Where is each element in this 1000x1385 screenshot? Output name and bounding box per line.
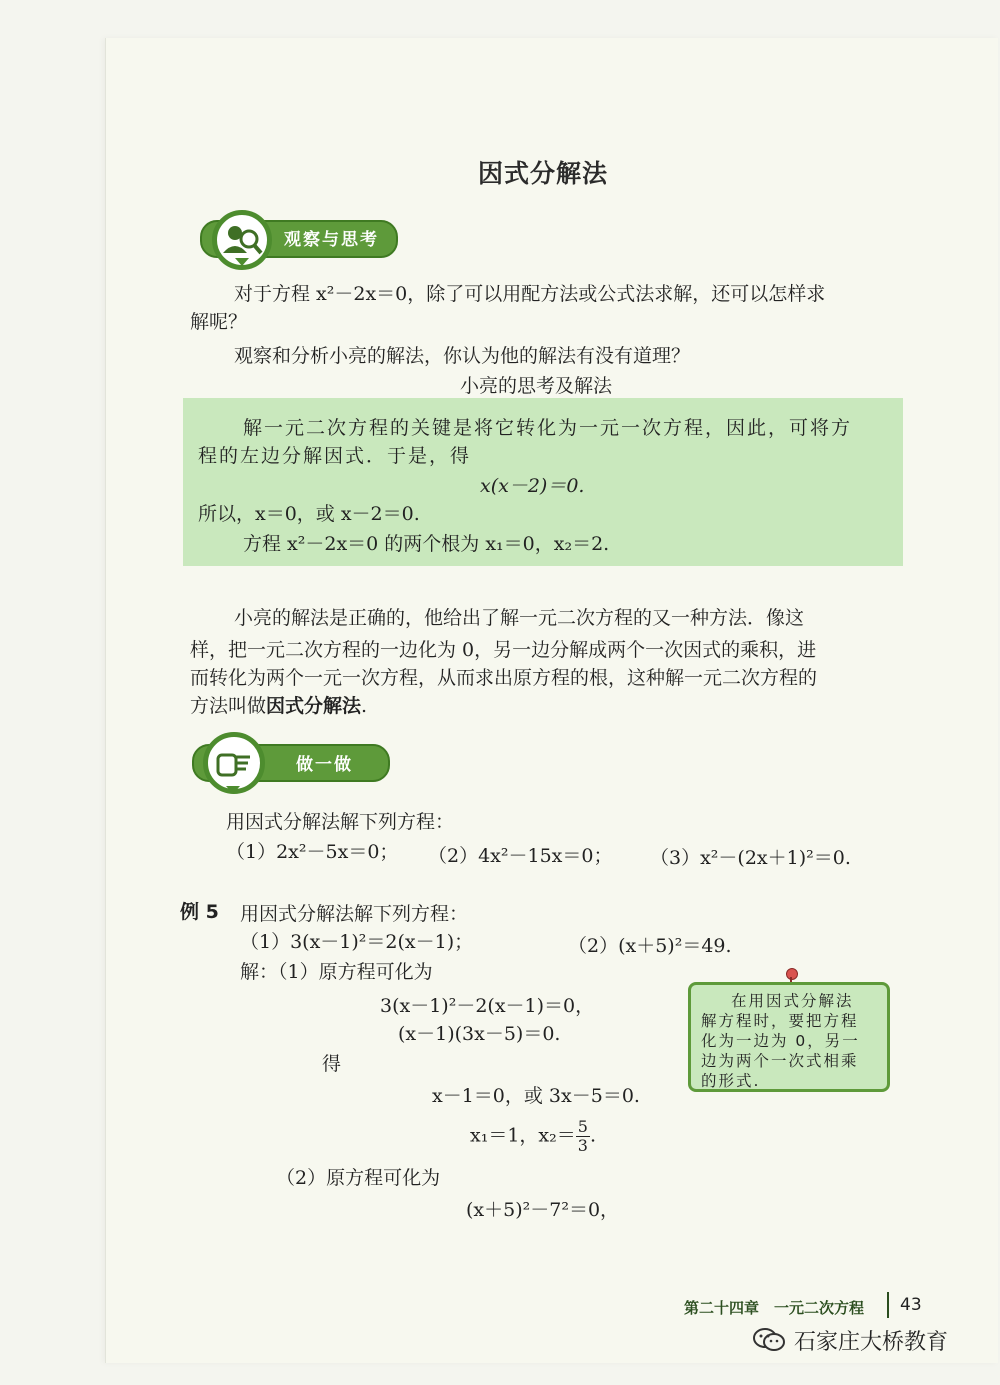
greenbox-line2: 程的左边分解因式．于是，得	[198, 445, 472, 467]
sol1-roots-pre: x₁＝1，x₂＝	[470, 1124, 576, 1147]
footer-chapter: 第二十四章 一元二次方程	[684, 1299, 865, 1317]
example-q2: （2）(x＋5)²＝49.	[568, 935, 732, 957]
sol1-roots-post: .	[589, 1124, 596, 1147]
greenbox-eq1: x(x－2)＝0.	[480, 475, 585, 497]
observe-badge-label: 观察与思考	[284, 230, 379, 250]
sol1-eq2: (x－1)(3x－5)＝0.	[398, 1023, 561, 1045]
solution-caption: 小亮的思考及解法	[460, 375, 613, 397]
greenbox-line4: 方程 x²－2x＝0 的两个根为 x₁＝0，x₂＝2.	[243, 533, 610, 555]
frac-den: 3	[577, 1136, 588, 1155]
note-line5: 的形式.	[701, 1072, 761, 1090]
try-badge-label: 做一做	[296, 755, 353, 775]
greenbox-line1: 解一元二次方程的关键是将它转化为一元一次方程，因此，可将方	[243, 417, 853, 439]
example-intro: 用因式分解法解下列方程：	[240, 903, 469, 925]
explain-line4-pre: 方法叫做	[190, 695, 267, 717]
observe-p2: 观察和分析小亮的解法，你认为他的解法有没有道理？	[234, 345, 691, 367]
sol1-de: 得	[322, 1053, 342, 1075]
sol1-eq3: x－1＝0，或 3x－5＝0.	[432, 1085, 640, 1107]
note-line3: 化为一边为 0，另一	[701, 1032, 860, 1050]
sol2-eq1: (x＋5)²－7²＝0，	[466, 1199, 620, 1221]
explain-line4	[190, 692, 367, 720]
sol1-roots	[470, 1118, 596, 1155]
term-factorization: 因式分解法	[266, 695, 362, 717]
note-line4: 边为两个一次式相乘	[701, 1052, 859, 1070]
sol1-head: 解：（1）原方程可化为	[240, 961, 433, 983]
example-label: 例 5	[180, 901, 219, 923]
try-badge-arrow	[226, 786, 240, 794]
try-q3: （3）x²－(2x＋1)²＝0.	[650, 847, 851, 869]
greenbox-line3: 所以，x＝0，或 x－2＝0.	[198, 503, 420, 525]
pin-icon	[786, 968, 798, 980]
note-line2: 解方程时，要把方程	[701, 1012, 859, 1030]
frac-num: 5	[577, 1117, 588, 1136]
explain-line3: 而转化为两个一元一次方程，从而求出原方程的根，这种解一元二次方程的	[190, 667, 818, 689]
note-line1: 在用因式分解法	[731, 992, 854, 1010]
footer-divider	[887, 1292, 889, 1318]
explain-line1: 小亮的解法是正确的，他给出了解一元二次方程的又一种方法．像这	[234, 607, 805, 629]
section-title: 因式分解法	[478, 159, 609, 188]
observe-p1-line1: 对于方程 x²－2x＝0，除了可以用配方法或公式法求解，还可以怎样求	[234, 283, 826, 305]
explain-line2: 样，把一元二次方程的一边化为 0，另一边分解成两个一次因式的乘积，进	[190, 639, 817, 661]
watermark-text: 石家庄大桥教育	[794, 1330, 949, 1355]
page-number: 43	[900, 1295, 922, 1315]
pointing-hand-icon	[203, 732, 265, 794]
wechat-icon	[752, 1326, 786, 1354]
explain-line4-post: .	[361, 695, 368, 717]
sol1-eq1: 3(x－1)²－2(x－1)＝0，	[380, 995, 595, 1017]
try-intro: 用因式分解法解下列方程：	[226, 811, 455, 833]
observe-badge-arrow	[235, 258, 249, 266]
sol2-head: （2）原方程可化为	[276, 1167, 441, 1189]
example-q1: （1）3(x－1)²＝2(x－1)；	[240, 931, 474, 953]
fraction-five-thirds	[576, 1118, 590, 1155]
try-q1: （1）2x²－5x＝0；	[226, 841, 399, 863]
tip-note	[688, 982, 890, 1092]
try-q2: （2）4x²－15x＝0；	[428, 845, 613, 867]
observe-p1-line2: 解呢？	[190, 311, 248, 333]
